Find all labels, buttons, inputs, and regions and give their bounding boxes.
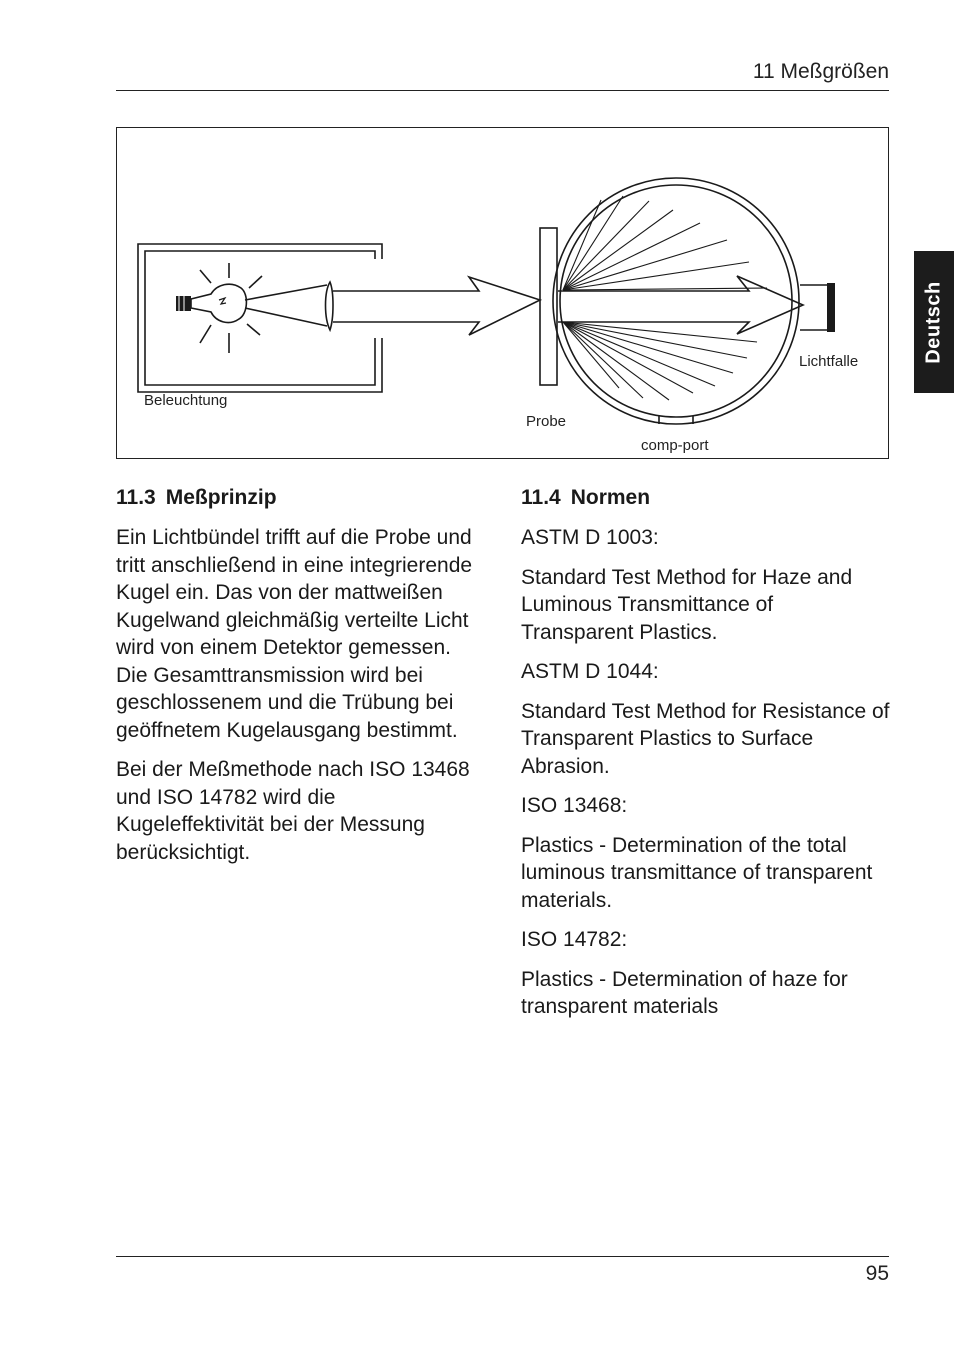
- section-11-4: [521, 484, 891, 1033]
- section-number: 11.4: [521, 486, 561, 509]
- section-11-4-heading: [521, 484, 891, 511]
- header-rule: [116, 90, 889, 91]
- footer-rule: [116, 1256, 889, 1257]
- standard-title: Standard Test Method for Resistance of Transparent Plastics to Surface Abrasion.: [521, 699, 890, 778]
- integrating-sphere-inner: [560, 185, 792, 417]
- sample-plate: [540, 228, 557, 385]
- lamp-housing-inner: [145, 251, 375, 385]
- diagram-drawing: [117, 128, 890, 460]
- bulb-icon: [191, 284, 246, 322]
- standard-title: Standard Test Method for Haze and Luminous Transmittance of Transparent Plastics.: [521, 565, 853, 644]
- lamp-housing: [138, 244, 382, 392]
- section-11-3: [116, 484, 486, 878]
- standard-title: Plastics - Determination of the total luminous transmittance of transparent materials.: [521, 833, 873, 912]
- label-comp-port: comp-port: [641, 437, 709, 454]
- standard-code: ISO 14782:: [521, 928, 628, 951]
- section-title: Meßprinzip: [165, 486, 277, 509]
- paragraph: Bei der Meßmethode nach ISO 13468 und ISO 14782 wird die Kugeleffektivität bei der Messung berücksichtigt.: [116, 758, 470, 864]
- section-number: 11.3: [116, 486, 156, 509]
- chapter-header: 11 Meßgrößen: [752, 60, 889, 83]
- integrating-sphere: [553, 178, 799, 424]
- light-trap-back: [827, 283, 835, 332]
- measurement-diagram: [116, 127, 889, 459]
- label-light-trap: Lichtfalle: [799, 353, 859, 370]
- label-illumination: Beleuchtung: [144, 392, 228, 409]
- standard-code: ASTM D 1003:: [521, 526, 659, 549]
- language-tab: [914, 251, 954, 393]
- paragraph: Ein Lichtbündel trifft auf die Probe und tritt anschließend in eine integrierende Kugel ein. Das von der mattweißen Kugelwand gleichmäßig verteilte Licht wird von einem Detektor gemessen. Die Gesamttransmission wird bei geschlossenem und die Trübung bei geöffnetem Kugelausgang bestimmt.: [116, 526, 473, 742]
- standard-code: ISO 13468:: [521, 794, 628, 817]
- standard-title: Plastics - Determination of haze for transparent materials: [521, 967, 848, 1018]
- page-number: 95: [865, 1262, 889, 1285]
- light-trap: [800, 285, 829, 330]
- beam-arrow: [333, 277, 540, 335]
- lens: [326, 282, 334, 330]
- standard-code: ASTM D 1044:: [521, 660, 659, 683]
- section-11-3-heading: [116, 484, 486, 511]
- label-sample: Probe: [526, 413, 567, 430]
- language-tab-label: Deutsch: [922, 280, 945, 364]
- section-title: Normen: [570, 486, 651, 509]
